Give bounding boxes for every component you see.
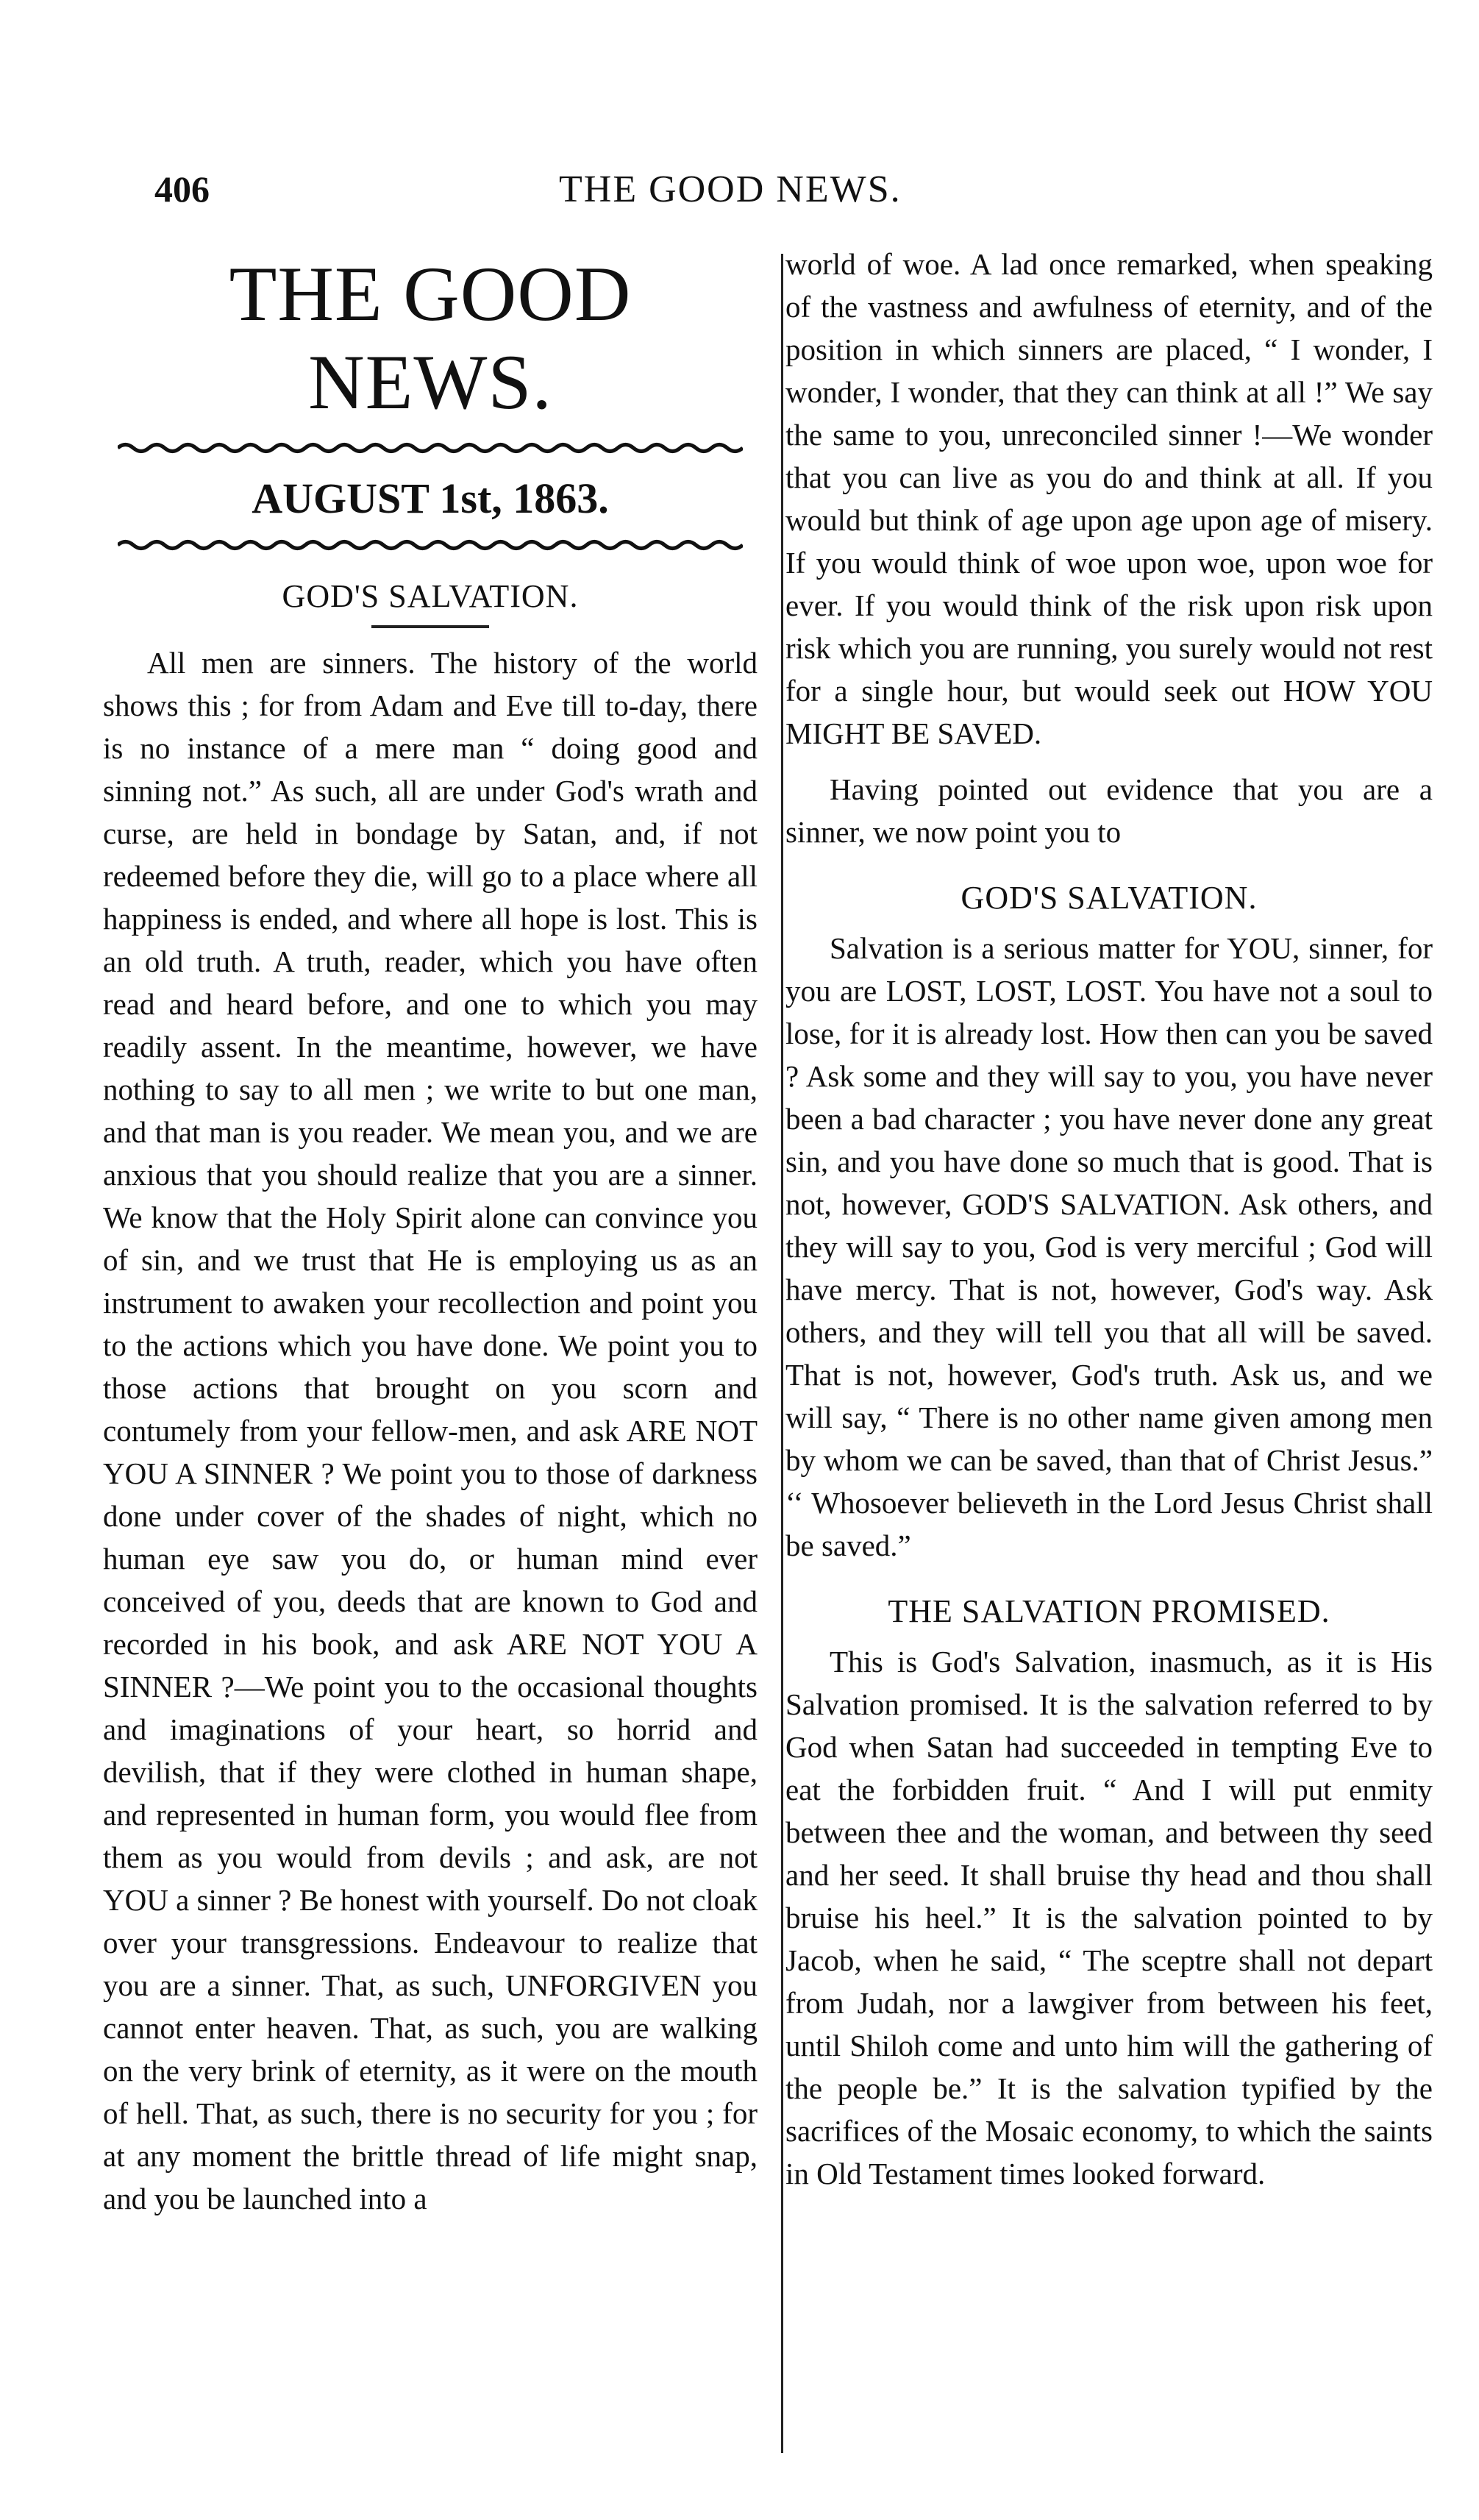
section-heading-salvation-promised: THE SALVATION PROMISED. xyxy=(888,1593,1330,1629)
article-heading: GOD'S SALVATION. xyxy=(282,578,579,614)
wavy-rule-top xyxy=(118,441,743,455)
column-divider xyxy=(781,254,783,2453)
article-paragraph-continued: world of woe. A lad once remarked, when speaking of the vastness and awfulness of eternity, and of the position in which sinners are placed, “ I wonder, I wonder, I wonder, that they can think at all !” We say the same to you, unreconciled sinner !—We wonder that you can live as you do and think at all. If you would but think of age upon age upon age of misery. If you would think of woe upon woe, upon woe for ever. If you would think of the risk upon risk upon risk which you are running, you surely would not rest for a single hour, but would seek out HOW YOU MIGHT BE SAVED. xyxy=(785,247,1433,750)
heading-rule xyxy=(371,625,489,628)
article-paragraph: Salvation is a serious matter for YOU, sinner, for you are LOST, LOST, LOST. You have not a soul to lose, for it is already lost. How then can you be saved ? Ask some and they will say to you, you have never been a bad character ; you have never done any great sin, and you have done so much that is good. That is not, however, GOD'S SALVATION. Ask others, and they will say to you, God is very merciful ; God will have mercy. That is not, however, God's way. Ask others, and they will tell you that all will be saved. That is not, however, God's truth. Ask us, and we will say, “ There is no other name given among men by whom we can be saved, than that of Christ Jesus.” ‘‘ Whosoever believeth in the Lord Jesus Christ shall be saved.” xyxy=(785,931,1433,1562)
article-paragraph: Having pointed out evidence that you are a sinner, we now point you to xyxy=(785,772,1433,849)
left-column xyxy=(103,243,758,2233)
page-header xyxy=(154,168,1419,227)
article-paragraph: This is God's Salvation, inasmuch, as it is His Salvation promised. It is the salvation referred to by God when Satan had succeeded in tempting Eve to eat the forbidden fruit. “ And I will put enmity between thee and the woman, and between thy seed and her seed. It shall bruise thy head and thou shall bruise his heel.” It is the salvation pointed to by Jacob, when he said, “ The sceptre shall not depart from Judah, nor a lawgiver from between his feet, until Shiloh come and unto him will the gathering of the people be.” It is the salvation typified by the sacrifices of the Mosaic economy, to which the saints in Old Testament times looked forward. xyxy=(785,1645,1433,2190)
running-title: THE GOOD NEWS. xyxy=(559,168,902,210)
section-heading-gods-salvation: GOD'S SALVATION. xyxy=(961,880,1258,916)
right-column xyxy=(785,243,1433,2208)
page-number: 406 xyxy=(154,168,210,210)
dateline: AUGUST 1st, 1863. xyxy=(252,474,609,522)
masthead: THE GOOD NEWS. xyxy=(229,251,632,425)
wavy-rule-bottom xyxy=(118,538,743,552)
article-paragraph: All men are sinners. The history of the world shows this ; for from Adam and Eve till to-day, there is no instance of a mere man “ doing good and sinning not.” As such, all are under God's wrath and curse, are held in bondage by Satan, and, if not redeemed before they die, will go to a place where all happiness is ended, and where all hope is lost. This is an old truth. A truth, reader, which you have often read and heard before, and one to which you may readily assent. In the meantime, however, we have nothing to say to all men ; we write to but one man, and that man is you reader. We mean you, and we are anxious that you should realize that you are a sinner. We know that the Holy Spirit alone can convince you of sin, and we trust that He is employing us as an instrument to awaken your recollection and point you to the actions which you have done. We point you to those actions that brought on you scorn and contumely from your fellow-men, and ask ARE NOT YOU A SINNER ? We point you to those of darkness done under cover of the shades of night, which no human eye saw you do, or human mind ever conceived of you, deeds that are known to God and recorded in his book, and ask ARE NOT YOU A SINNER ?—We point you to the occasional thoughts and imaginations of your heart, so horrid and devilish, that if they were clothed in human shape, and represented in human form, you would flee from them as you would from devils ; and ask, are not YOU a sinner ? Be honest with yourself. Do not cloak over your transgressions. Endeavour to realize that you are a sinner. That, as such, UNFORGIVEN you cannot enter heaven. That, as such, you are walking on the very brink of eternity, as it were on the mouth of hell. That, as such, there is no security for you ; for at any moment the brittle thread of life might snap, and you be launched into a xyxy=(103,646,758,2215)
